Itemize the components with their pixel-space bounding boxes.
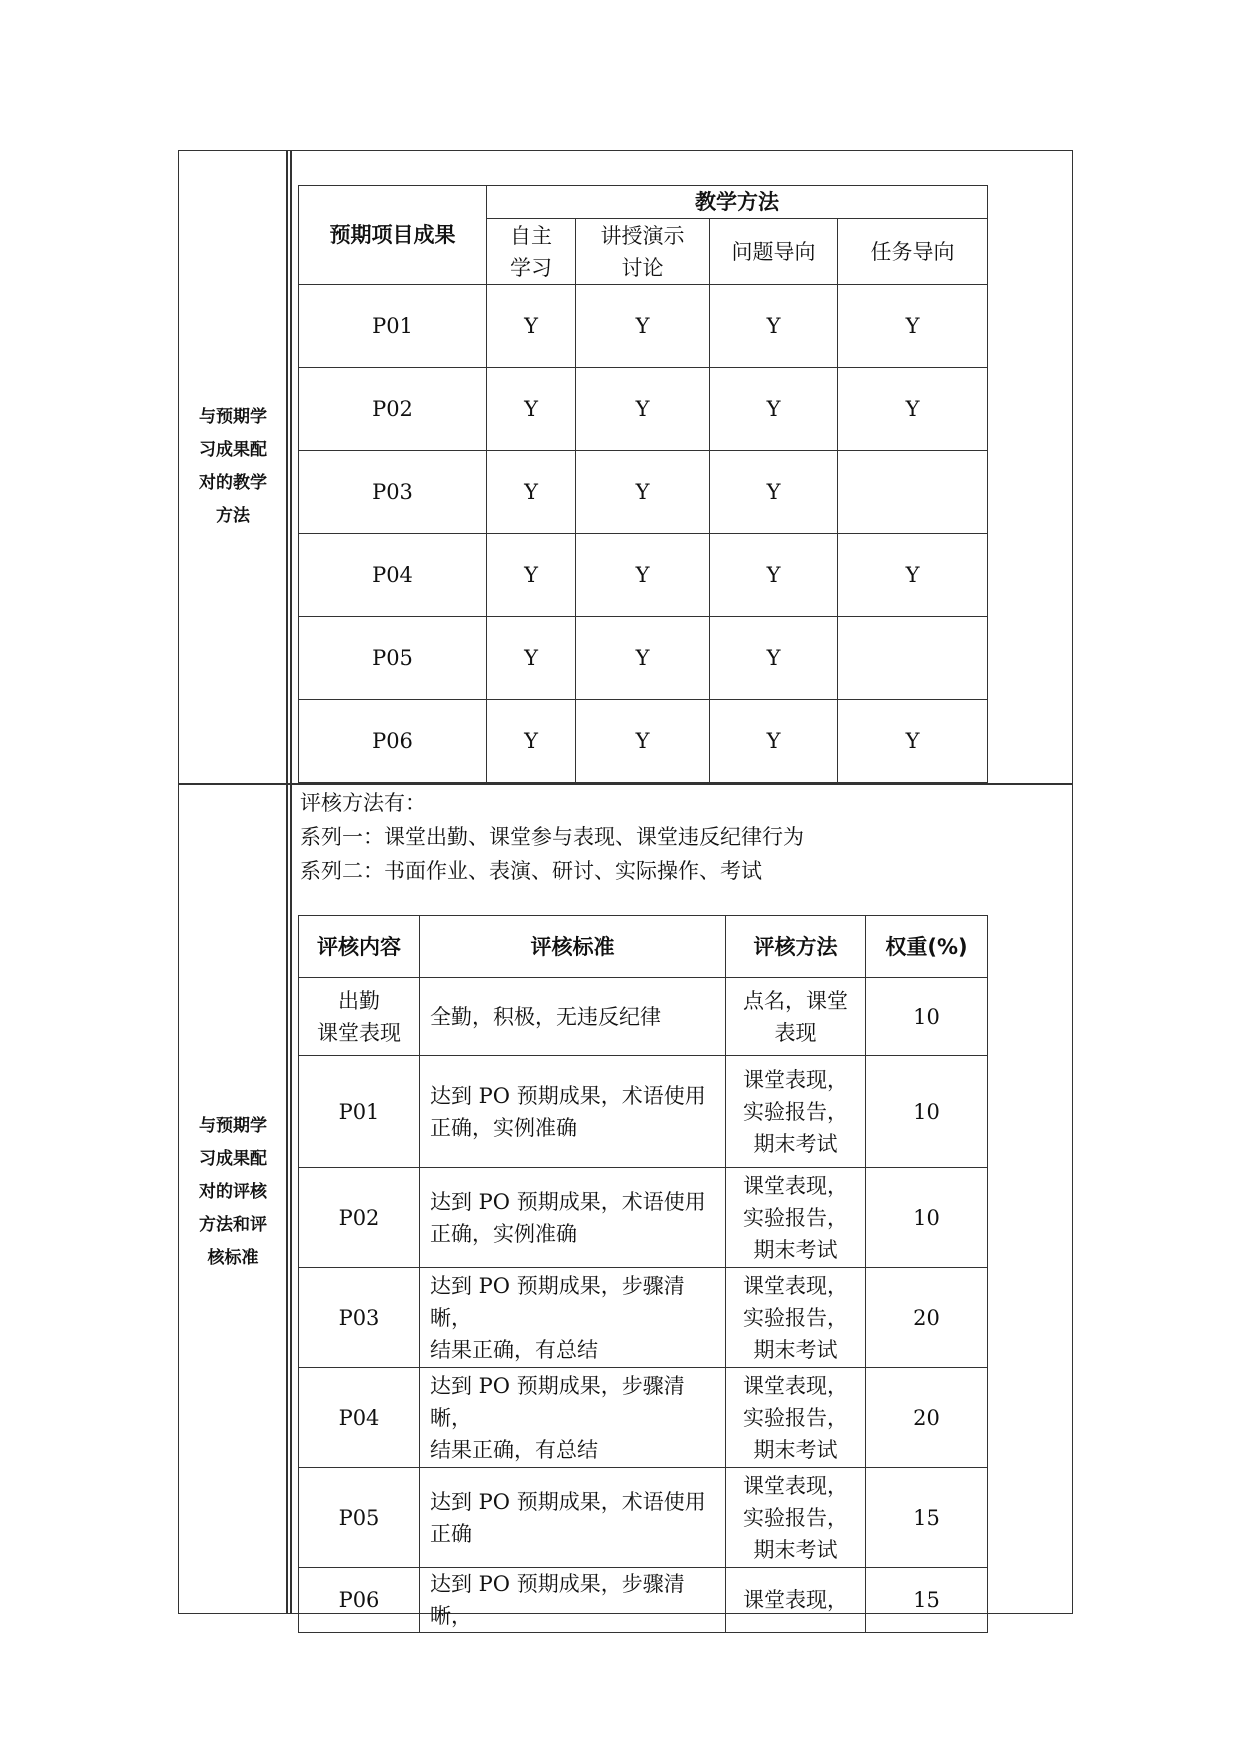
- header-content: 评核内容: [299, 916, 420, 978]
- mark-cell: [838, 451, 988, 534]
- content-cell: [299, 1468, 420, 1568]
- po-cell: P03: [299, 451, 487, 534]
- mark-cell: Y: [487, 534, 576, 617]
- method-header: [710, 219, 838, 285]
- assessment-notes: [300, 786, 804, 888]
- cell-line: 达到 PO 预期成果，术语使用: [430, 1083, 706, 1108]
- section-divider: [178, 783, 1073, 785]
- table-row: [299, 1268, 988, 1368]
- cell-line: 结果正确，有总结: [430, 1337, 598, 1362]
- method-cell: [726, 1368, 866, 1468]
- section2-label-line: 与预期学: [199, 1116, 267, 1136]
- table-row: [299, 978, 988, 1056]
- section2-label-line: 方法和评: [199, 1215, 267, 1235]
- mark-cell: Y: [710, 617, 838, 700]
- mark-cell: Y: [576, 285, 710, 368]
- cell-line: 课堂表现: [317, 1020, 401, 1045]
- mark-cell: Y: [710, 368, 838, 451]
- cell-line: 期末考试: [753, 1131, 838, 1156]
- standard-cell: [420, 1268, 726, 1368]
- cell-line: 实验报告，: [743, 1405, 848, 1430]
- mark-cell: Y: [576, 451, 710, 534]
- standard-cell: [420, 1568, 726, 1633]
- section2-label: [178, 1110, 288, 1275]
- standard-cell: [420, 1368, 726, 1468]
- cell-line: 达到 PO 预期成果，步骤清晰，: [430, 1373, 685, 1430]
- note-line: 评核方法有：: [300, 791, 426, 815]
- method-cell: [726, 1168, 866, 1268]
- content-cell: [299, 1568, 420, 1633]
- table-row: [299, 617, 988, 700]
- note-line: 系列二：书面作业、表演、研讨、实际操作、考试: [300, 859, 762, 883]
- mark-cell: Y: [576, 534, 710, 617]
- cell-line: 课堂表现，: [743, 1067, 848, 1092]
- cell-line: 实验报告，: [743, 1205, 848, 1230]
- cell-line: P05: [338, 1505, 380, 1530]
- cell-line: 实验报告，: [743, 1505, 848, 1530]
- mark-cell: Y: [838, 700, 988, 783]
- header-outcome: 预期项目成果: [299, 186, 487, 285]
- cell-line: 正确，实例准确: [430, 1221, 577, 1246]
- mark-cell: Y: [487, 700, 576, 783]
- content-cell: [299, 1056, 420, 1168]
- mark-cell: [838, 617, 988, 700]
- content-cell: [299, 1268, 420, 1368]
- mark-cell: Y: [710, 700, 838, 783]
- table-row: [299, 534, 988, 617]
- section1-label: [178, 401, 288, 533]
- cell-line: 结果正确，有总结: [430, 1437, 598, 1462]
- cell-line: P06: [338, 1588, 380, 1612]
- cell-line: 课堂表现，: [743, 1173, 848, 1198]
- assessment-table: [298, 915, 988, 1633]
- section2-label-line: 对的评核: [199, 1182, 267, 1202]
- po-cell: P04: [299, 534, 487, 617]
- method-header-line: 讲授演示: [600, 223, 685, 248]
- header-method: 评核方法: [726, 916, 866, 978]
- cell-line: 期末考试: [753, 1337, 838, 1362]
- standard-cell: [420, 978, 726, 1056]
- cell-line: 达到 PO 预期成果，术语使用: [430, 1189, 706, 1214]
- mark-cell: Y: [487, 368, 576, 451]
- section2-label-line: 习成果配: [199, 1149, 267, 1169]
- mark-cell: Y: [487, 617, 576, 700]
- cell-line: 课堂表现，: [743, 1473, 848, 1498]
- weight-cell: 15: [866, 1568, 988, 1633]
- mark-cell: Y: [487, 285, 576, 368]
- table-row: [299, 1468, 988, 1568]
- table-row: [299, 1568, 988, 1633]
- method-header-line: 讨论: [621, 255, 664, 280]
- table-row: [299, 700, 988, 783]
- mark-cell: Y: [487, 451, 576, 534]
- weight-cell: 20: [866, 1268, 988, 1368]
- cell-line: P03: [338, 1305, 380, 1330]
- po-cell: P02: [299, 368, 487, 451]
- content-cell: [299, 1168, 420, 1268]
- mark-cell: Y: [710, 285, 838, 368]
- teaching-methods-table: [298, 185, 988, 783]
- cell-line: 期末考试: [753, 1437, 838, 1462]
- table-row: [299, 1368, 988, 1468]
- cell-line: P04: [338, 1405, 380, 1430]
- weight-cell: 20: [866, 1368, 988, 1468]
- method-cell: [726, 1268, 866, 1368]
- table-row: [299, 451, 988, 534]
- mark-cell: Y: [838, 368, 988, 451]
- header-standard: 评核标准: [420, 916, 726, 978]
- method-cell: [726, 978, 866, 1056]
- mark-cell: Y: [710, 534, 838, 617]
- cell-line: 课堂表现，: [743, 1588, 848, 1612]
- weight-cell: 10: [866, 1168, 988, 1268]
- mark-cell: Y: [576, 617, 710, 700]
- weight-cell: 15: [866, 1468, 988, 1568]
- mark-cell: Y: [838, 285, 988, 368]
- header-weight: 权重(%): [866, 916, 988, 978]
- method-header-line: 学习: [510, 255, 552, 280]
- method-cell: [726, 1468, 866, 1568]
- cell-line: 达到 PO 预期成果，术语使用: [430, 1489, 706, 1514]
- method-header-line: 任务导向: [870, 239, 955, 264]
- cell-line: 达到 PO 预期成果，步骤清晰，: [430, 1273, 685, 1330]
- po-cell: P06: [299, 700, 487, 783]
- content-cell: [299, 978, 420, 1056]
- cell-line: 点名，课堂: [743, 988, 848, 1013]
- header-methods: 教学方法: [487, 186, 988, 219]
- cell-line: 出勤: [338, 988, 380, 1013]
- content-cell: [299, 1368, 420, 1468]
- method-header: [487, 219, 576, 285]
- cell-line: 课堂表现，: [743, 1373, 848, 1398]
- standard-cell: [420, 1468, 726, 1568]
- method-cell: [726, 1056, 866, 1168]
- method-header: [838, 219, 988, 285]
- mark-cell: Y: [576, 700, 710, 783]
- section1-label-line: 与预期学: [199, 407, 267, 427]
- cell-line: P01: [338, 1099, 380, 1124]
- method-header-line: 问题导向: [731, 239, 816, 264]
- section1-label-line: 方法: [216, 506, 250, 526]
- cell-line: P02: [338, 1205, 380, 1230]
- cell-line: 正确: [430, 1521, 472, 1546]
- cell-line: 期末考试: [753, 1537, 838, 1562]
- cell-line: 实验报告，: [743, 1099, 848, 1124]
- cell-line: 达到 PO 预期成果，步骤清晰，: [430, 1572, 685, 1628]
- table-row: [299, 1168, 988, 1268]
- standard-cell: [420, 1168, 726, 1268]
- method-cell: [726, 1568, 866, 1633]
- table-row: [299, 285, 988, 368]
- po-cell: P01: [299, 285, 487, 368]
- column-divider: [286, 150, 288, 1614]
- cell-line: 期末考试: [753, 1237, 838, 1262]
- section2-label-line: 核标准: [207, 1248, 259, 1268]
- weight-cell: 10: [866, 1056, 988, 1168]
- column-divider-inner: [290, 150, 292, 1614]
- cell-line: 全勤，积极，无违反纪律: [430, 1004, 661, 1029]
- weight-cell: 10: [866, 978, 988, 1056]
- method-header-line: 自主: [510, 223, 552, 248]
- standard-cell: [420, 1056, 726, 1168]
- method-header: [576, 219, 710, 285]
- po-cell: P05: [299, 617, 487, 700]
- section1-label-line: 对的教学: [199, 473, 267, 493]
- section1-label-line: 习成果配: [199, 440, 267, 460]
- table-row: [299, 368, 988, 451]
- mark-cell: Y: [838, 534, 988, 617]
- cell-line: 课堂表现，: [743, 1273, 848, 1298]
- mark-cell: Y: [576, 368, 710, 451]
- mark-cell: Y: [710, 451, 838, 534]
- table-row: [299, 1056, 988, 1168]
- note-line: 系列一：课堂出勤、课堂参与表现、课堂违反纪律行为: [300, 825, 804, 849]
- cell-line: 表现: [774, 1020, 817, 1045]
- cell-line: 实验报告，: [743, 1305, 848, 1330]
- cell-line: 正确，实例准确: [430, 1115, 577, 1140]
